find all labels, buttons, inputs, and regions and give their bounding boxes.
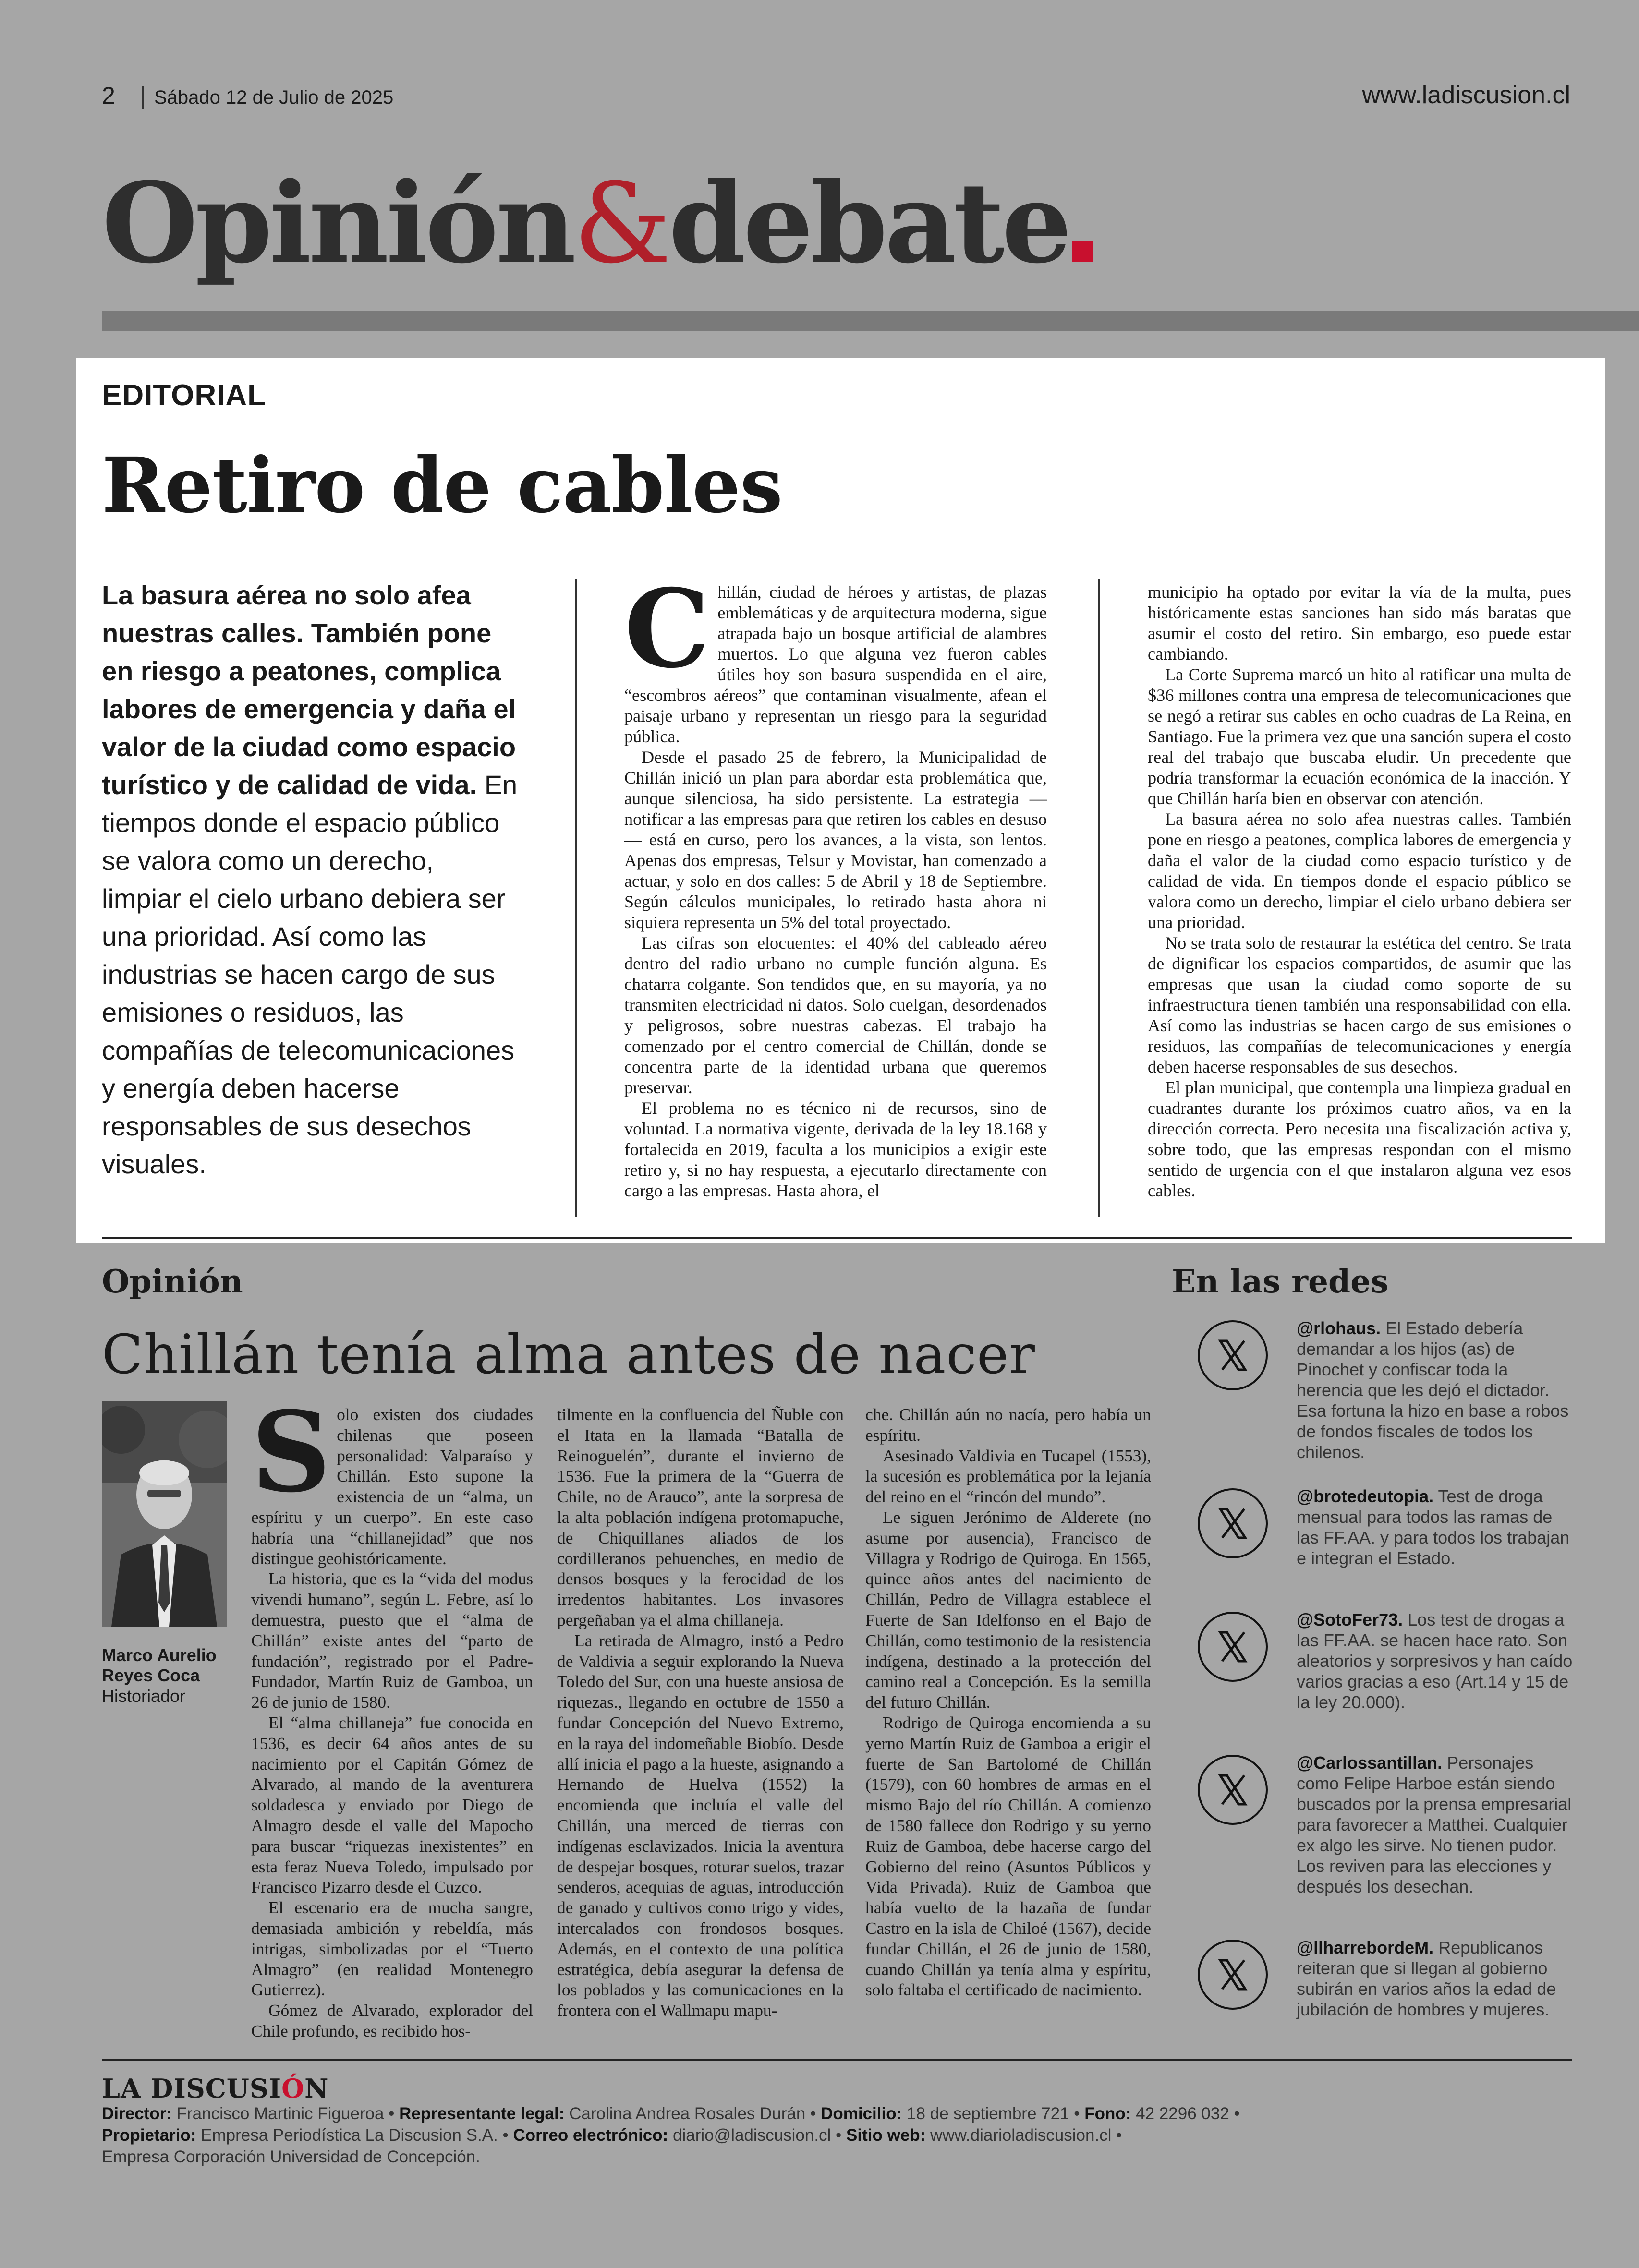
x-logo-icon xyxy=(1198,1940,1268,2010)
x-logo-icon xyxy=(1198,1320,1268,1390)
paragraph: La Corte Suprema marcó un hito al ratificar una multa de $36 millones contra una empresa de telecomunicaciones que se negó a retirar sus cables en ocho cuadras de La Reina, en Santiago. Fue la primera vez que una sanción supera el costo real del trabajo que buscaba eludir. Un precedente que podría transformar la ecuación económica de la inacción. Y que Chillán haría bien en observar con atención. xyxy=(1148,665,1571,808)
editorial-column-1 xyxy=(624,566,1047,1201)
tweet-text: Republicanos reiteran que si llegan al gobierno subirán en varios años la edad de jubilación de hombres y mujeres. xyxy=(1297,1938,1556,2019)
editorial-bottom-rule xyxy=(102,1237,1572,1239)
author-photo xyxy=(102,1401,227,1627)
x-logo-icon xyxy=(1198,1755,1268,1825)
paragraph: La basura aérea no solo afea nuestras calles. También pone en riesgo a peatones, complica labores de emergencia y daña el valor de la ciudad como espacio turístico y de calidad de vida. En tiempos donde el espacio público se valora como un derecho, limpiar el cielo urbano debiera ser una prioridad. xyxy=(1148,809,1571,932)
opinion-title: Chillán tenía alma antes de nacer xyxy=(102,1324,1035,1386)
tweet-item xyxy=(1297,1318,1575,1462)
tweet-text: Los test de drogas a las FF.AA. se hacen hace rato. Son aleatorios y sorpresivos y han caído varios gracias a eso (Art.14 y 15 de la ley 20.000). xyxy=(1297,1610,1573,1712)
x-logo-icon xyxy=(1198,1488,1268,1558)
logo-text: LA DISCUSI xyxy=(102,2073,282,2104)
tweet-item xyxy=(1297,1937,1575,2020)
author-role: Historiador xyxy=(102,1686,186,1706)
paragraph: Asesinado Valdivia en Tucapel (1553), la sucesión es problemática por la lejanía del reino en el “rincón del mundo”. xyxy=(865,1446,1151,1507)
paragraph: El problema no es técnico ni de recursos, sino de voluntad. La normativa vigente, derivada de la ley 18.168 y fortalecida en 2019, faculta a los municipios a exigir este retiro y, si no hay respuesta, a ejecutarlo directamente con cargo a las empresas. Hasta ahora, el xyxy=(624,1098,1047,1200)
x-logo-icon xyxy=(1198,1612,1268,1682)
opinion-column-3 xyxy=(865,1404,1151,2000)
tweet-text: Personajes como Felipe Harboe están siendo buscados por la prensa empresarial para favorecer a Matthei. Cualquier ex algo les sirve. No tienen pudor. Los reviven para las elecciones y después los desechan. xyxy=(1297,1753,1572,1896)
paragraph: hillán, ciudad de héroes y artistas, de plazas emblemáticas y de arquitectura moderna, sigue atrapada bajo un bosque artificial de alambres muertos. Lo que alguna vez fueron cables útiles hoy son basura suspendida en el aire, “escombros aéreos” que contaminan visualmente, afean el paisaje urbano y representan un riesgo para la seguridad pública. xyxy=(624,582,1047,746)
website-label: Sitio web: xyxy=(846,2126,926,2145)
opinion-column-2 xyxy=(557,1404,844,2021)
editorial-lead xyxy=(102,576,520,1183)
tweet-handle[interactable]: @Carlossantillan. xyxy=(1297,1753,1443,1773)
page-number: 2 xyxy=(102,82,115,109)
logo-text-end: N xyxy=(304,2073,329,2104)
paragraph: Desde el pasado 25 de febrero, la Municipalidad de Chillán inició un plan para abordar esta problemática que, aunque silenciosa, ha sido persistente. La estrategia —notificar a las empresas para que retiren los cables en desuso— está en curso, pero los avances, a la vista, son lentos. Apenas dos empresas, Telsur y Movistar, han comenzado a actuar, y solo en dos calles: 5 de Abril y 18 de Septiembre. Según cálculos municipales, lo retirado hasta ahora ni siquiera representa un 5% del total proyectado. xyxy=(624,748,1047,932)
paragraph: Gómez de Alvarado, explorador del Chile profundo, es recibido hos- xyxy=(251,2001,533,2040)
editorial-lead-bold: La basura aérea no solo afea nuestras calles. También pone en riesgo a peatones, complica labores de emergencia y daña el valor de la ciudad como espacio turístico y de calidad de vida. xyxy=(102,580,516,800)
section-title-opinion: Opinión xyxy=(102,158,573,288)
column-divider xyxy=(575,579,577,1217)
paragraph: El escenario era de mucha sangre, demasiada ambición y rebeldía, más intrigas, simbolizadas por el “Tuerto Almagro” (en realidad Montenegro Gutierrez). xyxy=(251,1898,533,2000)
logo-accent-letter: Ó xyxy=(281,2073,305,2104)
section-title-ampersand: & xyxy=(573,160,669,288)
paragraph: La historia, que es la “vida del modus vivendi humano”, según L. Febre, así lo demuestra, puesto que el “alma de Chillán” existe antes del “parto de fundación”, registrado por el Padre-Fundador, Martín Ruiz de Gamboa, un 26 de junio de 1580. xyxy=(251,1569,533,1712)
red-square-dot xyxy=(1072,241,1093,262)
paragraph: Las cifras son elocuentes: el 40% del cableado aéreo dentro del radio urbano no cumple función alguna. Es chatarra colgante. Son tendidos que, en su mayoría, ya no transmiten electricidad ni datos. Solo cuelgan, desordenados y peligrosos, sobre nuestras cabezas. El trabajo ha comenzado por el centro comercial de Chillán, donde se concentra parte de la identidad urbana que queremos preservar. xyxy=(624,933,1047,1097)
section-title xyxy=(102,158,1093,288)
fono-label: Fono: xyxy=(1084,2104,1131,2123)
editorial-title: Retiro de cables xyxy=(102,441,783,530)
paragraph: municipio ha optado por evitar la vía de la multa, pues históricamente estas sanciones han sido más baratas que asumir el costo del retiro. Sin embargo, eso puede estar cambiando. xyxy=(1148,582,1571,664)
tweet-handle[interactable]: @rlohaus. xyxy=(1297,1318,1381,1338)
paragraph: La retirada de Almagro, instó a Pedro de Valdivia a seguir explorando la Nueva Toledo del Sur, con una hueste ansiosa de riquezas., llegando en octubre de 1550 a fundar Concepción del Nuevo Extremo, en la raya del indomeñable Biobío. Desde allí inicia el pago a la hueste, asignando a Hernando de Huelva (1552) la encomienda que incluía el valle del Chillán, una merced de tierras con indígenas esclavizados. Inicia la aventura de despejar bosques, roturar suelos, trazar senderos, acequias de aguas, introducción de ganado y cultivos como trigo y vides, intercalados con frondosos bosques. Además, en el contexto de una política estratégica, debía asegurar la defensa de los poblados y las comunicaciones en la frontera con el Wallmapu mapu- xyxy=(557,1630,844,2020)
footer-credits-line-2 xyxy=(102,2126,1122,2145)
footer-logo xyxy=(102,2073,328,2104)
editorial-column-2 xyxy=(1148,582,1571,1201)
tweet-item xyxy=(1297,1486,1575,1568)
tweet-text: El Estado debería demandar a los hijos (as) de Pinochet y confiscar toda la herencia que les dejó el dictador. Esa fortuna la hizo en base a robos de fondos fiscales de todos los chilenos. xyxy=(1297,1318,1569,1462)
rep-value: Carolina Andrea Rosales Durán • xyxy=(564,2104,821,2123)
opinion-dropcap: S xyxy=(251,1387,331,1517)
propietario-label: Propietario: xyxy=(102,2126,196,2145)
redes-kicker: En las redes xyxy=(1172,1263,1389,1300)
tweet-item xyxy=(1297,1609,1575,1713)
editorial-kicker: EDITORIAL xyxy=(102,379,266,412)
propietario-value: Empresa Periodística La Discusion S.A. • xyxy=(196,2126,513,2145)
rep-label: Representante legal: xyxy=(399,2104,565,2123)
footer-credits-line-1 xyxy=(102,2104,1240,2123)
domicilio-value: 18 de septiembre 721 • xyxy=(902,2104,1085,2123)
author-portrait-image xyxy=(102,1401,227,1627)
tweet-text: Test de droga mensual para todos las ramas de las FF.AA. y para todos los trabajan e integran el Estado. xyxy=(1297,1486,1570,1568)
paragraph: tilmente en la confluencia del Ñuble con el Itata en la llamada “Batalla de Reinoguelén”, durante el invierno de 1536. Fue la primera de la “Guerra de Chile, no de Arauco”, ante la sorpresa de la alta población indígena protomapuche, de Chiquillanes aliados de los cordilleranos pehuenches, en medio de densos bosques y la ferocidad de los irredentos habitantes. Los invasores pergeñaban ya el alma chillaneja. xyxy=(557,1405,844,1629)
tweet-handle[interactable]: @llharrebordeM. xyxy=(1297,1938,1434,1957)
editorial-lead-rest: En tiempos donde el espacio público se valora como un derecho, limpiar el cielo urbano debiera ser una prioridad. Así como las industrias se hacen cargo de sus emisiones o residuos, las compañías de telecomunicaciones y energía deben hacerse responsables de sus desechos visuales. xyxy=(102,770,518,1179)
issue-date: Sábado 12 de Julio de 2025 xyxy=(142,86,393,109)
email-label: Correo electrónico: xyxy=(513,2126,668,2145)
director-value: Francisco Martinic Figueroa • xyxy=(171,2104,400,2123)
tweet-handle[interactable]: @SotoFer73. xyxy=(1297,1610,1403,1629)
section-title-debate: debate xyxy=(668,158,1069,288)
paragraph: che. Chillán aún no nacía, pero había un espíritu. xyxy=(865,1405,1151,1445)
paragraph: El plan municipal, que contempla una limpieza gradual en cuadrantes durante los próximos cuatro años, va en la dirección correcta. Pero necesita una fiscalización activa y, sobre todo, que las empresas respondan con el mismo sentido de urgencia con el que instalaron alguna vez esos cables. xyxy=(1148,1078,1571,1200)
opinion-column-1 xyxy=(251,1387,533,2041)
website-link[interactable]: www.ladiscusion.cl xyxy=(1362,81,1570,109)
paragraph: Rodrigo de Quiroga encomienda a su yerno Martín Ruiz de Gamboa a erigir el fuerte de San Bartolomé de Chillán (1579), con 60 hombres de armas en el mismo Bajo del río Chillán. A comienzo de 1580 fallece don Rodrigo y su yerno Ruiz de Gamboa, debe hacerse cargo del Gobierno del reino (Asuntos Públicos y Vida Privada). Ruiz de Gamboa que había vuelto de la hazaña de fundar Castro en la isla de Chiloé (1567), decide fundar Chillán, el 26 de junio de 1580, cuando Chillán ya tenía alma y espíritu, solo faltaba el certificado de nacimiento. xyxy=(865,1713,1151,2000)
masthead-rule xyxy=(102,311,1639,331)
website-value[interactable]: www.diarioladiscusion.cl • xyxy=(925,2126,1122,2145)
paragraph: olo existen dos ciudades chilenas que poseen personalidad: Valparaíso y Chillán. Esto supone la existencia de un “alma, un espíritu y un cuerpo”. En este caso habría una “chillanejidad” que nos distingue geohistóricamente. xyxy=(251,1405,533,1568)
editorial-dropcap: C xyxy=(624,566,710,692)
column-divider xyxy=(1098,579,1100,1217)
paragraph: No se trata solo de restaurar la estética del centro. Se trata de dignificar los espacios compartidos, de asumir que las empresas que usan la ciudad como soporte de su infraestructura tienen también una responsabilidad con ella. Así como las industrias se hacen cargo de sus emisiones o residuos, las compañías de telecomunicaciones y energía deben hacerse responsables de sus desechos. xyxy=(1148,933,1571,1076)
tweet-handle[interactable]: @brotedeutopia. xyxy=(1297,1486,1434,1506)
domicilio-label: Domicilio: xyxy=(821,2104,902,2123)
fono-value: 42 2296 032 • xyxy=(1131,2104,1240,2123)
director-label: Director: xyxy=(102,2104,172,2123)
paragraph: El “alma chillaneja” fue conocida en 1536, es decir 64 años antes de su nacimiento por el Capitán Gómez de Alvarado, al mando de la aventurera soldadesca y enviado por Diego de Almagro desde el valle del Mapocho para buscar “riquezas inexistentes” en esta feraz Nueva Toledo, impulsado por Francisco Pizarro desde el Cuzco. xyxy=(251,1713,533,1897)
paragraph: Le siguen Jerónimo de Alderete (no asume por ausencia), Francisco de Villagra y Rodrigo de Quiroga. En 1565, quince años antes del nacimiento de Chillán, Pedro de Villagra establece el Fuerte de San Idelfonso en el Bajo de Chillán, como testimonio de la resistencia indígena, destinado a la protección del camino real a Concepción. Es la semilla del futuro Chillán. xyxy=(865,1507,1151,1712)
author-name: Marco Aurelio Reyes Coca xyxy=(102,1645,217,1685)
opinion-kicker: Opinión xyxy=(102,1263,243,1300)
footer-credits-line-3: Empresa Corporación Universidad de Concepción. xyxy=(102,2147,480,2166)
footer-rule xyxy=(102,2059,1572,2061)
email-value[interactable]: diario@ladiscusion.cl • xyxy=(668,2126,847,2145)
tweet-item xyxy=(1297,1752,1575,1897)
